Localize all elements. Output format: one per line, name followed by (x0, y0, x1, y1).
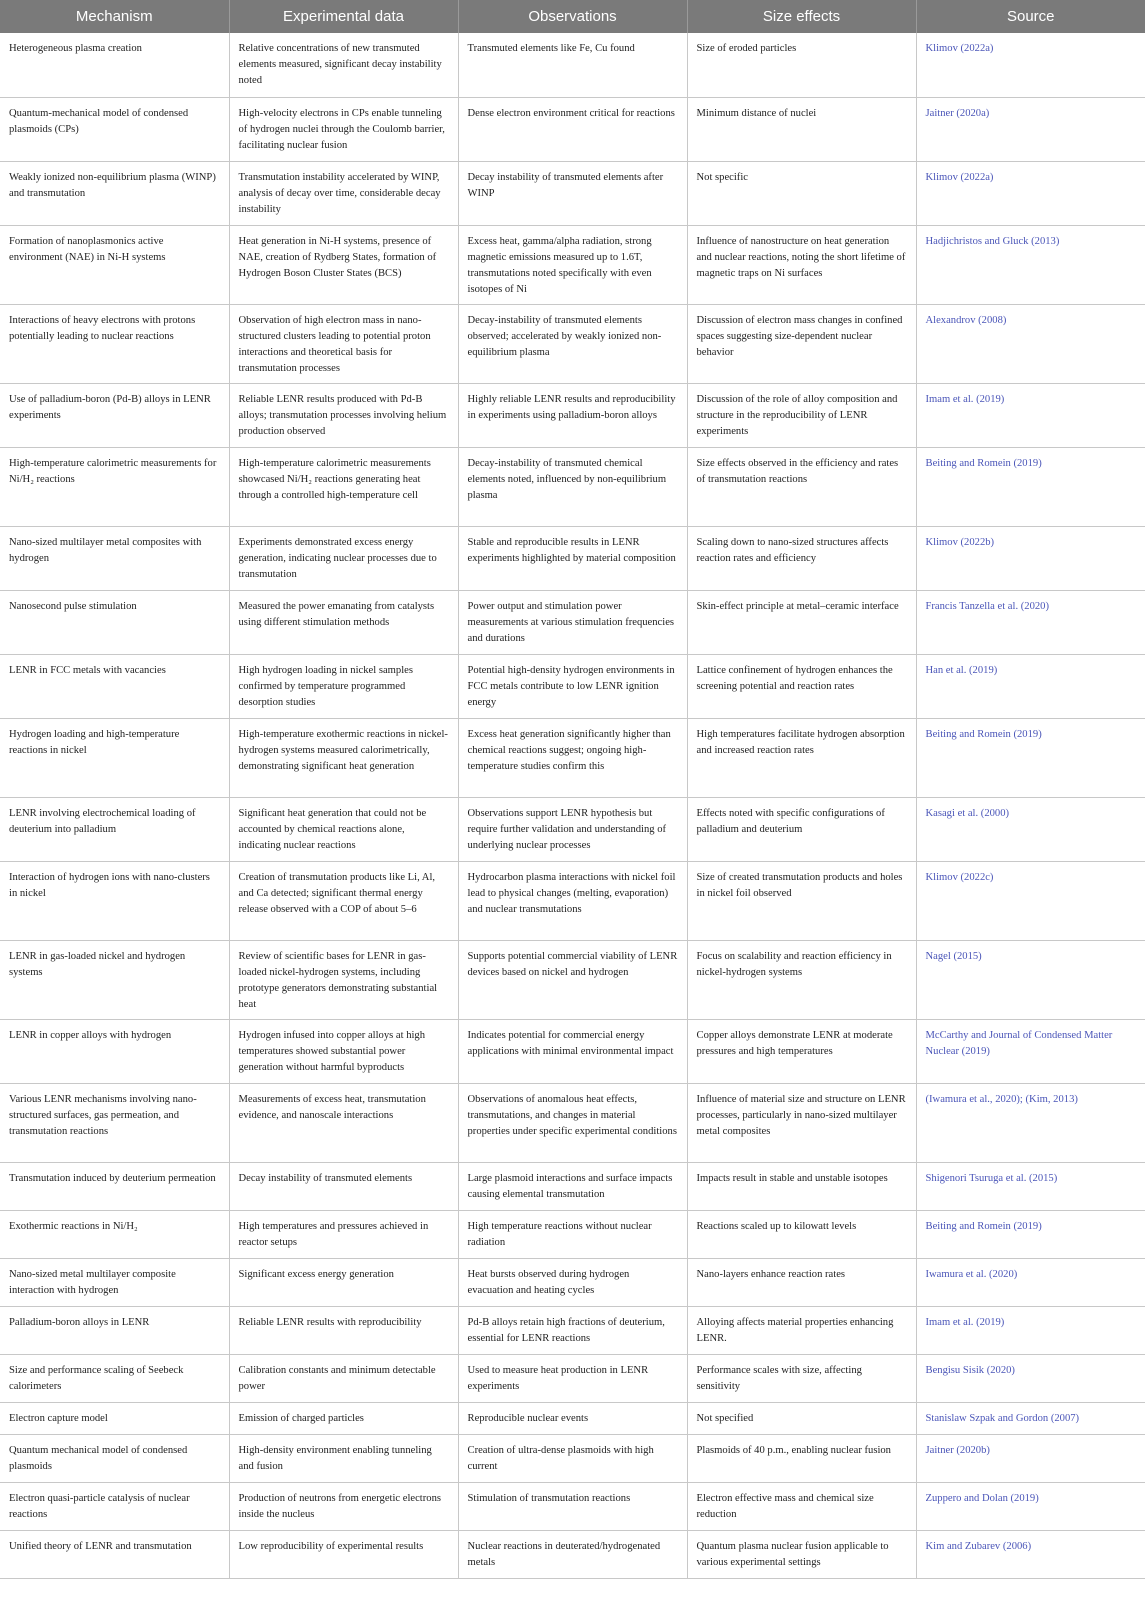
source-cell[interactable]: Nagel (2015) (916, 940, 1145, 1019)
source-cell[interactable]: Imam et al. (2019) (916, 383, 1145, 447)
table-row (0, 1019, 1145, 1083)
observations-cell: Power output and stimulation power measurements at various stimulation frequencies and durations (458, 590, 687, 654)
size-effects-cell: Nano-layers enhance reaction rates (687, 1258, 916, 1306)
table-row (0, 1258, 1145, 1306)
size-effects-cell: Impacts result in stable and unstable isotopes (687, 1162, 916, 1210)
mechanism-cell: Electron capture model (0, 1402, 229, 1434)
observations-cell: Stimulation of transmutation reactions (458, 1482, 687, 1530)
mechanism-cell: Exothermic reactions in Ni/H₂ (0, 1210, 229, 1258)
mechanism-cell: Quantum-mechanical model of condensed plasmoids (CPs) (0, 97, 229, 161)
table-row (0, 33, 1145, 97)
size-effects-cell: Reactions scaled up to kilowatt levels (687, 1210, 916, 1258)
header-size-effects: Size effects (687, 0, 916, 33)
observations-cell: Supports potential commercial viability of LENR devices based on nickel and hydrogen (458, 940, 687, 1019)
table-row (0, 1530, 1145, 1578)
experimental-data-cell: High temperatures and pressures achieved in reactor setups (229, 1210, 458, 1258)
header-observations: Observations (458, 0, 687, 33)
table-row (0, 526, 1145, 590)
observations-cell: Observations support LENR hypothesis but require further validation and understanding of underlying nuclear processes (458, 797, 687, 861)
mechanism-cell: Heterogeneous plasma creation (0, 33, 229, 97)
mechanism-cell: LENR in FCC metals with vacancies (0, 654, 229, 718)
source-cell[interactable]: Beiting and Romein (2019) (916, 718, 1145, 797)
table-row (0, 654, 1145, 718)
size-effects-cell: Effects noted with specific configurations of palladium and deuterium (687, 797, 916, 861)
source-cell[interactable]: Beiting and Romein (2019) (916, 1210, 1145, 1258)
experimental-data-cell: High-temperature exothermic reactions in nickel-hydrogen systems measured calorimetrically, demonstrating significant heat generation (229, 718, 458, 797)
source-cell[interactable]: McCarthy and Journal of Condensed Matter Nuclear (2019) (916, 1019, 1145, 1083)
observations-cell: Dense electron environment critical for reactions (458, 97, 687, 161)
size-effects-cell: Minimum distance of nuclei (687, 97, 916, 161)
experimental-data-cell: Review of scientific bases for LENR in gas-loaded nickel-hydrogen systems, including prototype generators demonstrating substantial heat (229, 940, 458, 1019)
experimental-data-cell: Heat generation in Ni-H systems, presence of NAE, creation of Rydberg States, formation of Hydrogen Boson Cluster States (BCS) (229, 225, 458, 304)
experimental-data-cell: Hydrogen infused into copper alloys at high temperatures showed substantial power generation without harmful byproducts (229, 1019, 458, 1083)
table-row (0, 447, 1145, 526)
size-effects-cell: Quantum plasma nuclear fusion applicable to various experimental settings (687, 1530, 916, 1578)
mechanism-cell: LENR involving electrochemical loading of deuterium into palladium (0, 797, 229, 861)
size-effects-cell: Size of eroded particles (687, 33, 916, 97)
size-effects-cell: Alloying affects material properties enhancing LENR. (687, 1306, 916, 1354)
experimental-data-cell: Experiments demonstrated excess energy generation, indicating nuclear processes due to transmutation (229, 526, 458, 590)
table-row (0, 1306, 1145, 1354)
size-effects-cell: High temperatures facilitate hydrogen absorption and increased reaction rates (687, 718, 916, 797)
source-cell[interactable]: Kasagi et al. (2000) (916, 797, 1145, 861)
mechanism-cell: Use of palladium-boron (Pd-B) alloys in LENR experiments (0, 383, 229, 447)
observations-cell: Pd-B alloys retain high fractions of deuterium, essential for LENR reactions (458, 1306, 687, 1354)
experimental-data-cell: Reliable LENR results produced with Pd-B alloys; transmutation processes involving helium production observed (229, 383, 458, 447)
mechanism-cell: Electron quasi-particle catalysis of nuclear reactions (0, 1482, 229, 1530)
source-cell[interactable]: Jaitner (2020b) (916, 1434, 1145, 1482)
table-row (0, 1482, 1145, 1530)
observations-cell: Indicates potential for commercial energy applications with minimal environmental impact (458, 1019, 687, 1083)
mechanism-cell: Interactions of heavy electrons with protons potentially leading to nuclear reactions (0, 304, 229, 383)
observations-cell: Large plasmoid interactions and surface impacts causing elemental transmutation (458, 1162, 687, 1210)
source-cell[interactable]: Francis Tanzella et al. (2020) (916, 590, 1145, 654)
observations-cell: Nuclear reactions in deuterated/hydrogenated metals (458, 1530, 687, 1578)
table-row (0, 1354, 1145, 1402)
mechanism-cell: Formation of nanoplasmonics active environment (NAE) in Ni-H systems (0, 225, 229, 304)
mechanism-cell: Unified theory of LENR and transmutation (0, 1530, 229, 1578)
mechanism-cell: Size and performance scaling of Seebeck calorimeters (0, 1354, 229, 1402)
mechanism-cell: Nano-sized metal multilayer composite interaction with hydrogen (0, 1258, 229, 1306)
size-effects-cell: Performance scales with size, affecting sensitivity (687, 1354, 916, 1402)
observations-cell: Decay instability of transmuted elements after WINP (458, 161, 687, 225)
observations-cell: Heat bursts observed during hydrogen evacuation and heating cycles (458, 1258, 687, 1306)
observations-cell: Excess heat, gamma/alpha radiation, strong magnetic emissions measured up to 1.6T, transmutations noted specifically with even isotopes of Ni (458, 225, 687, 304)
experimental-data-cell: Observation of high electron mass in nano-structured clusters leading to potential proton interactions and theoretical basis for transmutation processes (229, 304, 458, 383)
experimental-data-cell: High-temperature calorimetric measurements showcased Ni/H₂ reactions generating heat through a controlled high-temperature cell (229, 447, 458, 526)
size-effects-cell: Influence of nanostructure on heat generation and nuclear reactions, noting the short lifetime of magnetic traps on Ni surfaces (687, 225, 916, 304)
source-cell[interactable]: Klimov (2022b) (916, 526, 1145, 590)
source-cell[interactable]: Jaitner (2020a) (916, 97, 1145, 161)
source-cell[interactable]: Zuppero and Dolan (2019) (916, 1482, 1145, 1530)
source-cell[interactable]: Klimov (2022a) (916, 161, 1145, 225)
size-effects-cell: Copper alloys demonstrate LENR at moderate pressures and high temperatures (687, 1019, 916, 1083)
source-cell[interactable]: Shigenori Tsuruga et al. (2015) (916, 1162, 1145, 1210)
observations-cell: Decay-instability of transmuted elements observed; accelerated by weakly ionized non-equilibrium plasma (458, 304, 687, 383)
observations-cell: Transmuted elements like Fe, Cu found (458, 33, 687, 97)
experimental-data-cell: Measurements of excess heat, transmutation evidence, and nanoscale interactions (229, 1083, 458, 1162)
table-row (0, 797, 1145, 861)
observations-cell: Used to measure heat production in LENR experiments (458, 1354, 687, 1402)
source-cell[interactable]: Stanislaw Szpak and Gordon (2007) (916, 1402, 1145, 1434)
mechanism-cell: Weakly ionized non-equilibrium plasma (WINP) and transmutation (0, 161, 229, 225)
observations-cell: High temperature reactions without nuclear radiation (458, 1210, 687, 1258)
source-cell[interactable]: (Iwamura et al., 2020); (Kim, 2013) (916, 1083, 1145, 1162)
size-effects-cell: Size effects observed in the efficiency and rates of transmutation reactions (687, 447, 916, 526)
size-effects-cell: Not specified (687, 1402, 916, 1434)
experimental-data-cell: Measured the power emanating from catalysts using different stimulation methods (229, 590, 458, 654)
table-row (0, 1434, 1145, 1482)
table-header-row (0, 0, 1145, 33)
mechanism-cell: Nanosecond pulse stimulation (0, 590, 229, 654)
experimental-data-cell: Relative concentrations of new transmuted elements measured, significant decay instability noted (229, 33, 458, 97)
table-row (0, 940, 1145, 1019)
observations-cell: Observations of anomalous heat effects, transmutations, and changes in material properties under specific experimental conditions (458, 1083, 687, 1162)
size-effects-cell: Scaling down to nano-sized structures affects reaction rates and efficiency (687, 526, 916, 590)
size-effects-cell: Focus on scalability and reaction efficiency in nickel-hydrogen systems (687, 940, 916, 1019)
source-cell[interactable]: Imam et al. (2019) (916, 1306, 1145, 1354)
table-body (0, 33, 1145, 1578)
size-effects-cell: Discussion of electron mass changes in confined spaces suggesting size-dependent nuclear behavior (687, 304, 916, 383)
table-row (0, 1162, 1145, 1210)
experimental-data-cell: High hydrogen loading in nickel samples confirmed by temperature programmed desorption studies (229, 654, 458, 718)
mechanism-cell: High-temperature calorimetric measurements for Ni/H₂ reactions (0, 447, 229, 526)
observations-cell: Hydrocarbon plasma interactions with nickel foil lead to physical changes (melting, evaporation) and nuclear transmutations (458, 861, 687, 940)
source-cell[interactable]: Han et al. (2019) (916, 654, 1145, 718)
table-row (0, 304, 1145, 383)
size-effects-cell: Discussion of the role of alloy composition and structure in the reproducibility of LENR experiments (687, 383, 916, 447)
experimental-data-cell: High-velocity electrons in CPs enable tunneling of hydrogen nuclei through the Coulomb barrier, facilitating nuclear fusion (229, 97, 458, 161)
mechanism-cell: Nano-sized multilayer metal composites with hydrogen (0, 526, 229, 590)
mechanism-cell: LENR in copper alloys with hydrogen (0, 1019, 229, 1083)
table-row (0, 1402, 1145, 1434)
source-cell[interactable]: Alexandrov (2008) (916, 304, 1145, 383)
table-row (0, 861, 1145, 940)
experimental-data-cell: High-density environment enabling tunneling and fusion (229, 1434, 458, 1482)
mechanism-cell: Transmutation induced by deuterium permeation (0, 1162, 229, 1210)
experimental-data-cell: Significant excess energy generation (229, 1258, 458, 1306)
experimental-data-cell: Significant heat generation that could not be accounted by chemical reactions alone, indicating nuclear reactions (229, 797, 458, 861)
table-row (0, 718, 1145, 797)
size-effects-cell: Electron effective mass and chemical size reduction (687, 1482, 916, 1530)
experimental-data-cell: Transmutation instability accelerated by WINP, analysis of decay over time, considerable decay instability (229, 161, 458, 225)
experimental-data-cell: Production of neutrons from energetic electrons inside the nucleus (229, 1482, 458, 1530)
experimental-data-cell: Low reproducibility of experimental results (229, 1530, 458, 1578)
header-experimental-data: Experimental data (229, 0, 458, 33)
observations-cell: Potential high-density hydrogen environments in FCC metals contribute to low LENR ignition energy (458, 654, 687, 718)
table-row (0, 97, 1145, 161)
observations-cell: Reproducible nuclear events (458, 1402, 687, 1434)
size-effects-cell: Influence of material size and structure on LENR processes, particularly in nano-sized multilayer metal composites (687, 1083, 916, 1162)
source-cell[interactable]: Bengisu Sisik (2020) (916, 1354, 1145, 1402)
experimental-data-cell: Creation of transmutation products like Li, Al, and Ca detected; significant thermal energy release observed with a COP of about 5–6 (229, 861, 458, 940)
header-mechanism: Mechanism (0, 0, 229, 33)
observations-cell: Excess heat generation significantly higher than chemical reactions suggest; ongoing high-temperature studies confirm this (458, 718, 687, 797)
mechanism-cell: Palladium-boron alloys in LENR (0, 1306, 229, 1354)
source-cell[interactable]: Iwamura et al. (2020) (916, 1258, 1145, 1306)
table-row (0, 1083, 1145, 1162)
size-effects-cell: Not specific (687, 161, 916, 225)
observations-cell: Creation of ultra-dense plasmoids with high current (458, 1434, 687, 1482)
source-cell[interactable]: Kim and Zubarev (2006) (916, 1530, 1145, 1578)
source-cell[interactable]: Klimov (2022a) (916, 33, 1145, 97)
mechanism-cell: Various LENR mechanisms involving nano-structured surfaces, gas permeation, and transmutation reactions (0, 1083, 229, 1162)
mechanism-cell: LENR in gas-loaded nickel and hydrogen systems (0, 940, 229, 1019)
mechanism-cell: Hydrogen loading and high-temperature reactions in nickel (0, 718, 229, 797)
observations-cell: Stable and reproducible results in LENR experiments highlighted by material composition (458, 526, 687, 590)
experimental-data-cell: Emission of charged particles (229, 1402, 458, 1434)
experimental-data-cell: Calibration constants and minimum detectable power (229, 1354, 458, 1402)
mechanism-cell: Quantum mechanical model of condensed plasmoids (0, 1434, 229, 1482)
size-effects-cell: Size of created transmutation products and holes in nickel foil observed (687, 861, 916, 940)
source-cell[interactable]: Beiting and Romein (2019) (916, 447, 1145, 526)
table-row (0, 590, 1145, 654)
observations-cell: Highly reliable LENR results and reproducibility in experiments using palladium-boron alloys (458, 383, 687, 447)
size-effects-cell: Lattice confinement of hydrogen enhances the screening potential and reaction rates (687, 654, 916, 718)
header-source: Source (916, 0, 1145, 33)
experimental-data-cell: Decay instability of transmuted elements (229, 1162, 458, 1210)
table-row (0, 225, 1145, 304)
source-cell[interactable]: Hadjichristos and Gluck (2013) (916, 225, 1145, 304)
table-row (0, 383, 1145, 447)
table-row (0, 1210, 1145, 1258)
table-row (0, 161, 1145, 225)
experimental-data-cell: Reliable LENR results with reproducibility (229, 1306, 458, 1354)
size-effects-cell: Plasmoids of 40 p.m., enabling nuclear fusion (687, 1434, 916, 1482)
mechanism-cell: Interaction of hydrogen ions with nano-clusters in nickel (0, 861, 229, 940)
source-cell[interactable]: Klimov (2022c) (916, 861, 1145, 940)
size-effects-cell: Skin-effect principle at metal–ceramic interface (687, 590, 916, 654)
observations-cell: Decay-instability of transmuted chemical elements noted, influenced by non-equilibrium plasma (458, 447, 687, 526)
